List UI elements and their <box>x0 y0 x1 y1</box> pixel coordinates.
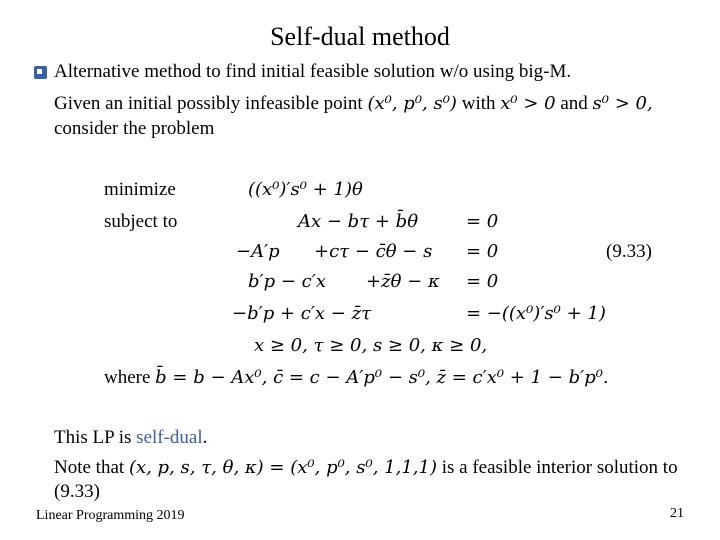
constraint-2-lhs: −A′p +cτ − c̄θ − s <box>236 241 433 262</box>
para1-line2-with: with <box>456 93 501 114</box>
page-title: Self-dual method <box>270 22 450 51</box>
para1-line2 <box>54 92 653 116</box>
where-line <box>104 366 609 390</box>
nonnegativity: x ≥ 0, τ ≥ 0, s ≥ 0, κ ≥ 0, <box>254 335 488 356</box>
constraint-1-rhs: = 0 <box>466 211 499 232</box>
constraint-4-rhs: = −((x⁰)′s⁰ + 1) <box>466 303 606 324</box>
para2-prefix: This LP is <box>54 427 137 448</box>
para3-line2: (9.33) <box>54 481 100 502</box>
minimize-label: minimize <box>104 179 176 200</box>
constraint-3-lhs: b′p − c′x +z̄θ − κ <box>248 271 440 292</box>
condition-s: s⁰ > 0, <box>592 93 653 114</box>
para3-line1 <box>54 456 678 480</box>
constraint-2-rhs: = 0 <box>466 241 499 262</box>
footer-course: Linear Programming 2019 <box>36 508 185 523</box>
para2-suffix: . <box>202 427 208 448</box>
para2 <box>54 426 207 450</box>
page-number: 21 <box>670 506 684 521</box>
equation-number: (9.33) <box>606 241 652 262</box>
square-bullet-icon <box>34 66 47 79</box>
para3-text: Note that <box>54 457 129 478</box>
constraint-4-lhs: −b′p + c′x − z̄τ <box>232 303 372 324</box>
interior-solution: (x, p, s, τ, θ, κ) = (x⁰, p⁰, s⁰, 1,1,1) <box>128 457 437 478</box>
self-dual-highlight: self-dual <box>136 427 203 448</box>
para1-line2-text: Given an initial possibly infeasible point <box>54 93 368 114</box>
objective: ((x⁰)′s⁰ + 1)θ <box>248 179 363 200</box>
constraint-3-rhs: = 0 <box>466 271 499 292</box>
where-definitions: b̄ = b − Ax⁰, c̄ = c − A′p⁰ − s⁰, z̄ = c′x⁰ + 1 − b′p⁰. <box>155 367 609 388</box>
para1-line2-and: and <box>555 93 593 114</box>
constraint-1-lhs: Ax − bτ + b̄θ <box>298 211 419 232</box>
para1-line3: consider the problem <box>54 118 215 139</box>
initial-point-tuple: (x⁰, p⁰, s⁰) <box>367 93 457 114</box>
where-label: where <box>104 367 156 388</box>
para1-line1: Alternative method to find initial feasible solution w/o using big-M. <box>54 61 572 82</box>
para3-suffix: is a feasible interior solution to <box>436 457 678 478</box>
subject-to-label: subject to <box>104 211 178 232</box>
condition-x: x⁰ > 0 <box>500 93 556 114</box>
